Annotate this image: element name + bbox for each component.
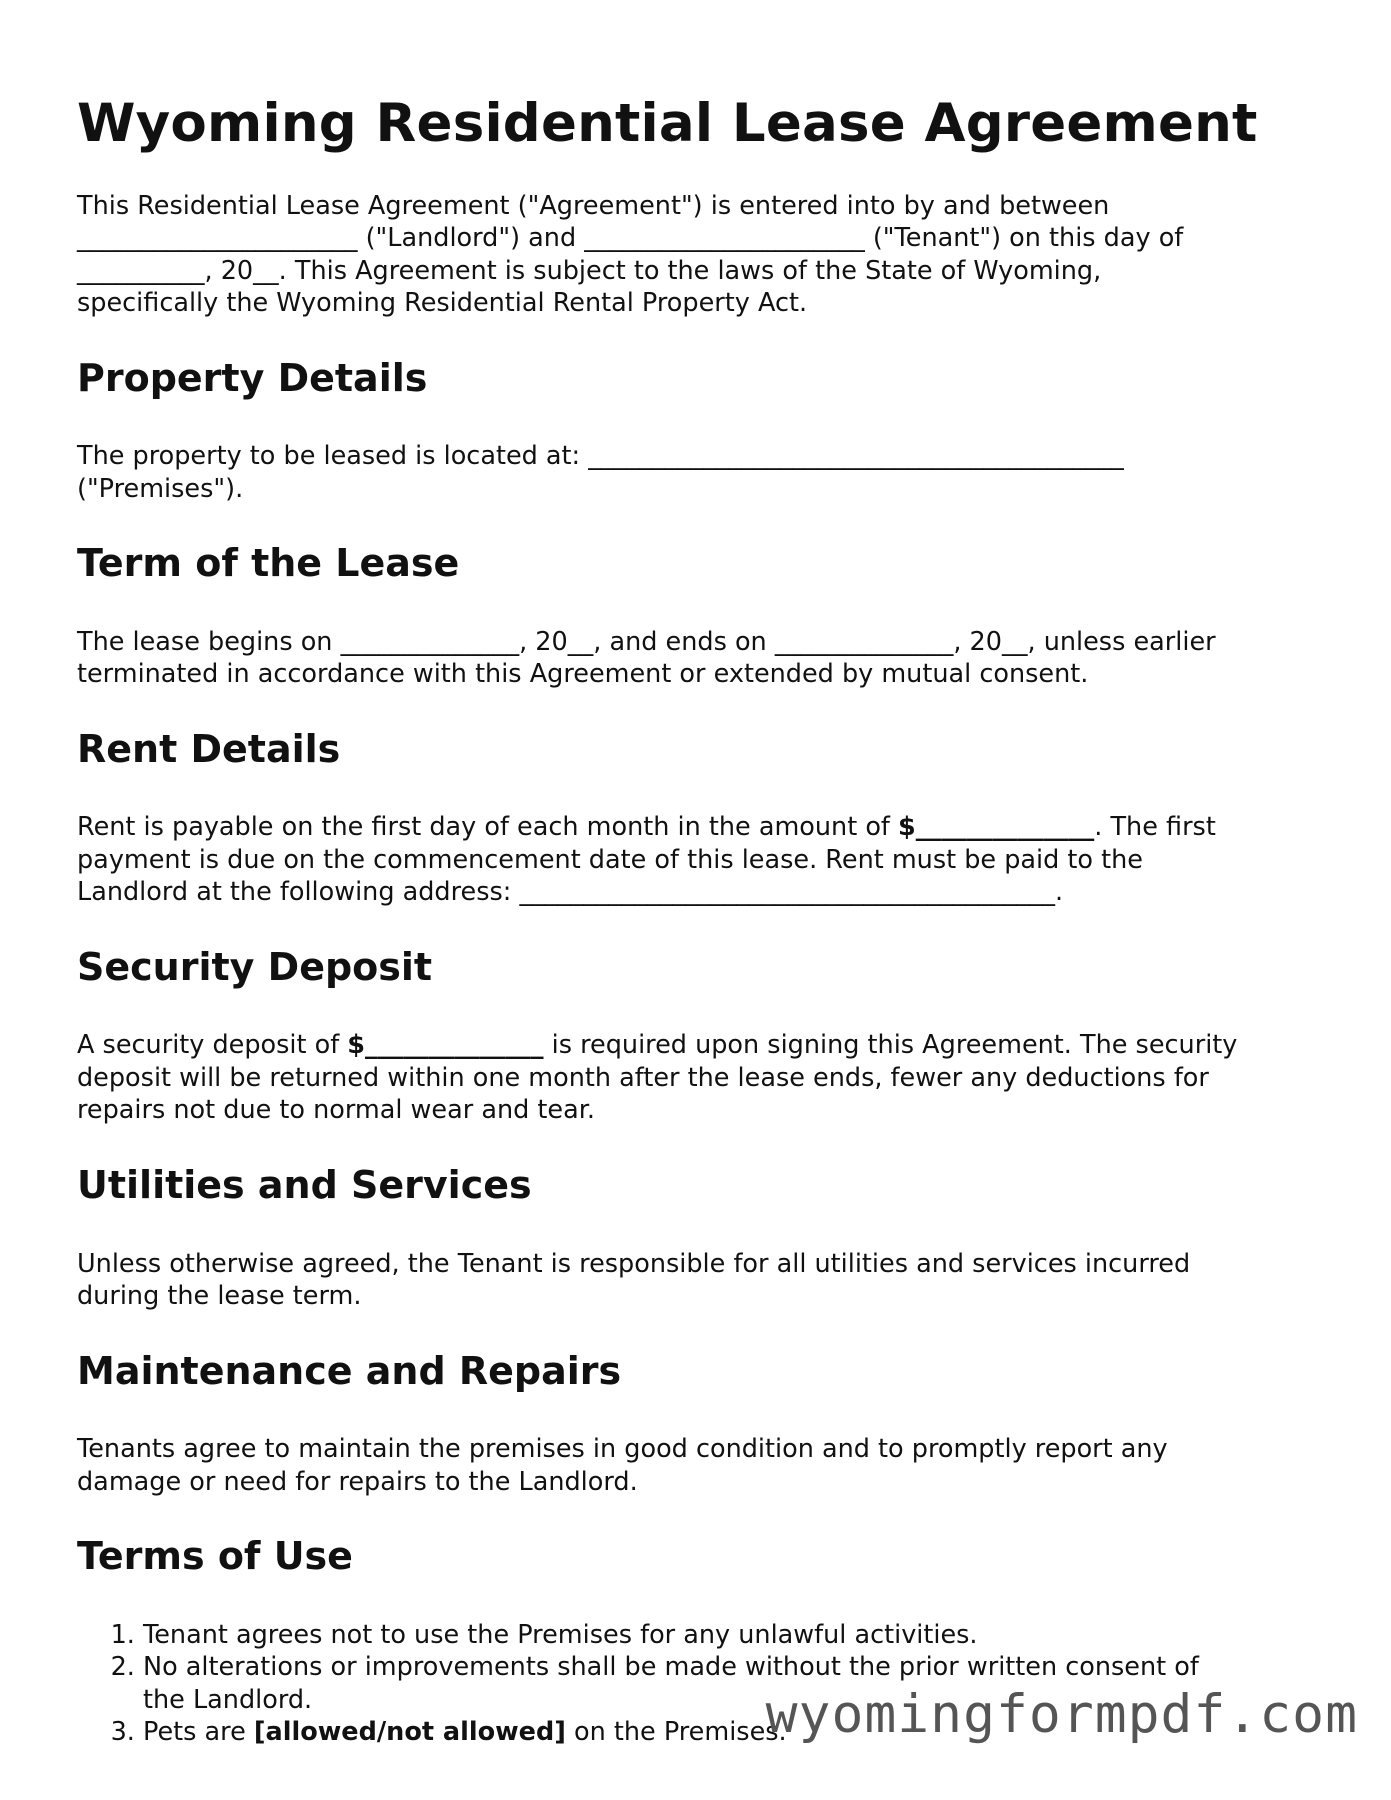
list-item: 1. Tenant agrees not to use the Premises for any unlawful activities. xyxy=(143,1619,1317,1652)
section-heading: Maintenance and Repairs xyxy=(77,1348,622,1393)
section-body: The property to be leased is located at: __________________________________________ ("Premises"). xyxy=(77,441,1124,504)
section-body: A security deposit of $______________ is required upon signing this Agreement. The security deposit will be returned within one month after the lease ends, fewer any deductions for repairs not due to normal wear and tear. xyxy=(77,1030,1238,1126)
section-rent-details xyxy=(77,727,1317,909)
section-maintenance xyxy=(77,1349,1317,1499)
section-property-details xyxy=(77,356,1317,506)
document-title: Wyoming Residential Lease Agreement xyxy=(77,93,1258,154)
section-heading: Property Details xyxy=(77,355,428,400)
section-heading: Terms of Use xyxy=(77,1534,353,1579)
section-body: Tenants agree to maintain the premises in good condition and to promptly report any damage or need for repairs to the Landlord. xyxy=(77,1434,1168,1497)
section-heading: Utilities and Services xyxy=(77,1162,532,1207)
section-term-of-lease xyxy=(77,541,1317,691)
section-body: The lease begins on ______________, 20__, and ends on ______________, 20__, unless earlier terminated in accordance with this Agreement or extended by mutual consent. xyxy=(77,626,1216,690)
list-item: 3. Pets are [allowed/not allowed] on the Premises. xyxy=(143,1716,1317,1749)
list-item: 2. No alterations or improvements shall be made without the prior written consent of the Landlord. xyxy=(143,1651,1317,1716)
section-heading: Term of the Lease xyxy=(77,541,460,586)
section-heading: Rent Details xyxy=(77,726,341,771)
section-body: Rent is payable on the first day of each month in the amount of $______________. The first payment is due on the commencement date of this lease. Rent must be paid to the Landlord at the following address: __________________________________________. xyxy=(77,812,1216,908)
section-security-deposit xyxy=(77,945,1317,1127)
watermark: wyomingformpdf.com xyxy=(765,1684,1358,1745)
deposit-amount-blank: $______________ xyxy=(347,1030,544,1061)
section-heading: Security Deposit xyxy=(77,944,433,989)
document-page xyxy=(77,92,1317,1749)
rent-amount-blank: $______________ xyxy=(898,812,1095,843)
intro-paragraph: This Residential Lease Agreement ("Agreement") is entered into by and between ______________________ ("Landlord") and ______________________ ("Tenant") on this day of __________, 20__. This Agreement is subject to the laws of the State of Wyoming, specifically the Wyoming Residential Rental Property Act. xyxy=(77,190,1184,319)
section-utilities xyxy=(77,1163,1317,1313)
section-body: Unless otherwise agreed, the Tenant is responsible for all utilities and services incurred during the lease term. xyxy=(77,1248,1191,1312)
pets-option: [allowed/not allowed] xyxy=(253,1717,566,1748)
